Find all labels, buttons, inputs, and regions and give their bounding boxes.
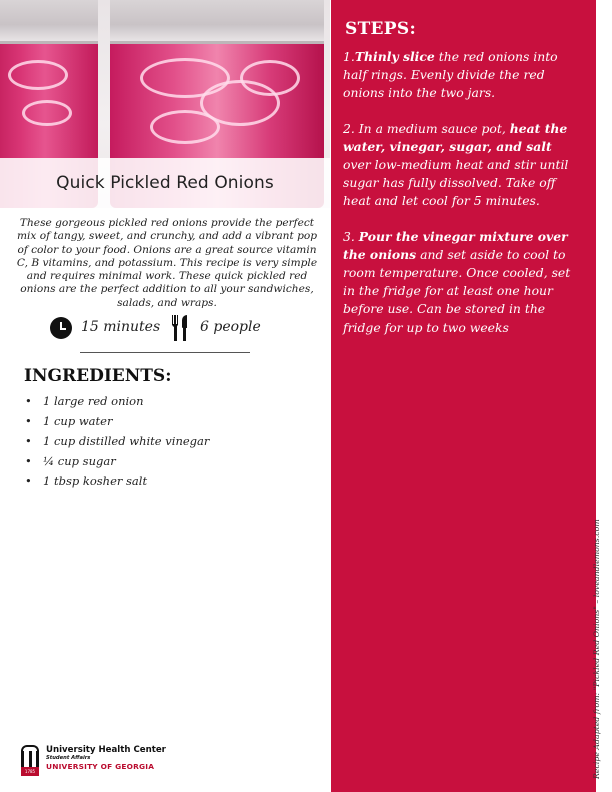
steps-panel [331,0,596,792]
jar-lid-left [0,0,98,44]
recipe-credit: Recipe Adapted from: "Pickled Red Onions" – loveandlemons.com [592,519,601,779]
bullet-icon: • [25,394,32,408]
ingredient-item: • ¼ cup sugar [25,454,116,468]
arch-icon: 1785 [20,743,40,777]
ingredient-item: • 1 tbsp kosher salt [25,474,148,488]
steps-list [343,48,583,354]
utensils-icon [170,315,190,341]
onion-ring [8,60,68,90]
ingredients-list [24,393,314,493]
clock-icon [50,317,72,339]
onion-ring [240,60,300,96]
ingredient-item: • 1 cup distilled white vinegar [25,434,210,448]
step-item: 2. In a medium sauce pot, heat the water, vinegar, sugar, and salt over low-medium heat and stir until sugar has fully dissolved. Take off heat and let cool for 5 minutes. [343,120,569,209]
prep-time: 15 minutes [81,319,161,335]
onion-ring [22,100,72,126]
step-item: 3. Pour the vinegar mixture over the onions and set aside to cool to room temperature. Once cooled, set in the fridge for at least one hour before use. Can be stored in the fridge for up to two weeks [343,228,571,335]
recipe-description: These gorgeous pickled red onions provide the perfect mix of tangy, sweet, and crunchy, and add a vibrant pop of color to your food. Onions are a great source vitamin C, B vitamins, and potassium. This recipe is very simple and requires minimal work. These quick pickled red onions are the perfect addition to all your sandwiches, salads, and wraps. [16,217,318,309]
onion-ring [150,110,220,144]
logo-subtitle: Student Affairs [46,755,91,761]
bullet-icon: • [25,434,32,448]
bullet-icon: • [25,474,32,488]
ingredient-item: • 1 cup water [25,414,113,428]
divider [80,352,250,353]
logo-university: UNIVERSITY OF GEORGIA [46,762,155,771]
ingredient-item: • 1 large red onion [25,394,144,408]
step-item: 1.Thinly slice the red onions into half rings. Evenly divide the red onions into the two jars. [343,49,558,101]
servings: 6 people [200,319,261,335]
bullet-icon: • [25,414,32,428]
ingredients-heading: INGREDIENTS: [24,366,172,386]
recipe-title: Quick Pickled Red Onions [56,173,274,193]
hero-photo [0,0,330,208]
uga-health-center-logo [20,743,180,777]
logo-center-name: University Health Center [46,745,166,755]
steps-heading: STEPS: [345,19,417,39]
bullet-icon: • [25,454,32,468]
title-band [0,158,330,208]
jar-lid-right [110,0,324,44]
recipe-meta [50,315,290,341]
